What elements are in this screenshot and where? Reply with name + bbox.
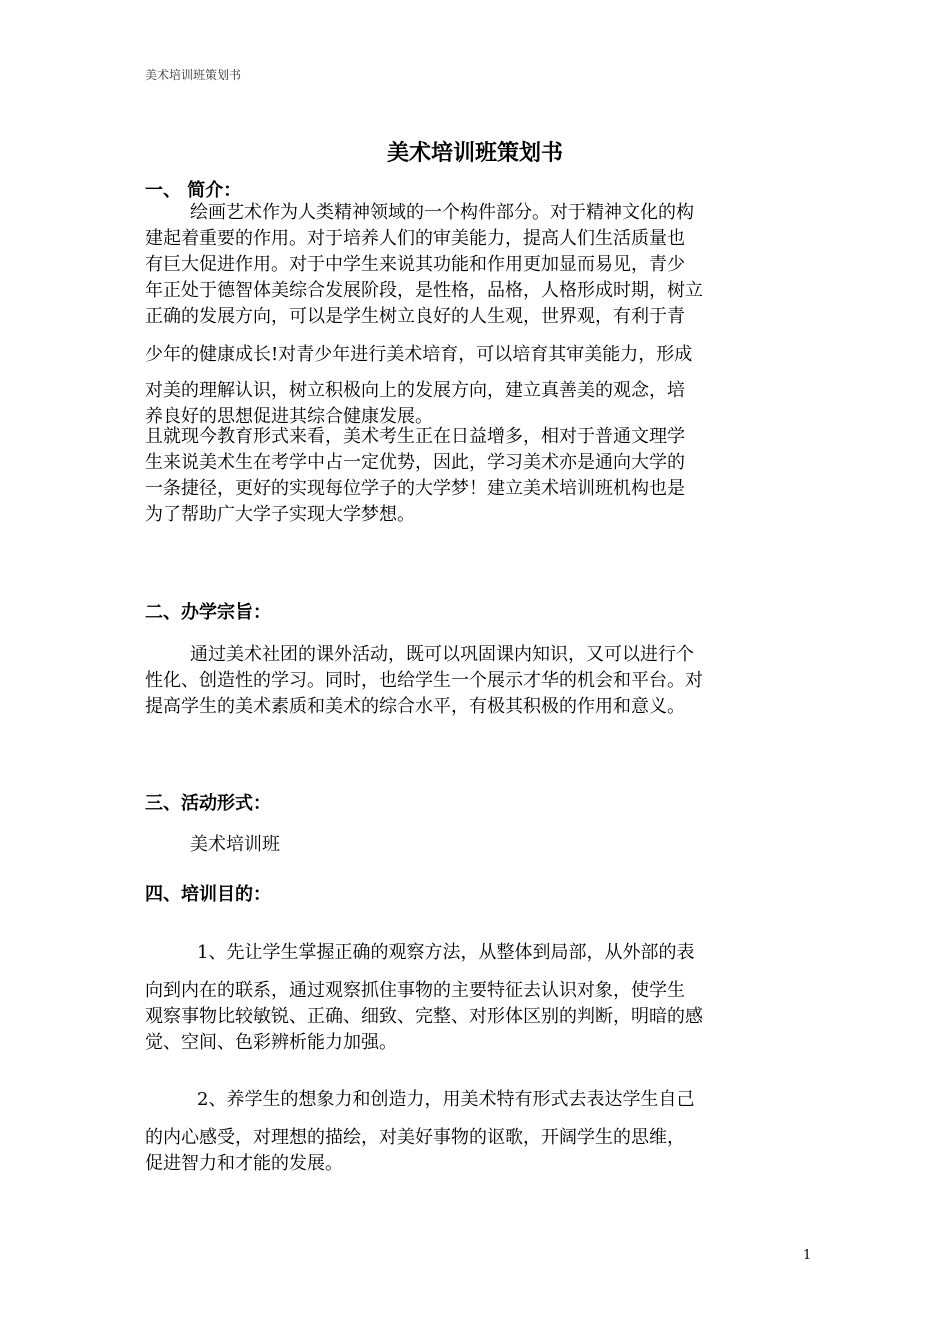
purpose-paragraph: [145, 642, 810, 720]
text-line: 年正处于德智体美综合发展阶段，是性格，品格，人格形成时期，树立: [145, 280, 703, 301]
text-line: 通过美术社团的课外活动，既可以巩固课内知识，又可以进行个: [190, 644, 694, 665]
running-header: 美术培训班策划书: [145, 68, 242, 82]
text-line: 促进智力和才能的发展。: [145, 1153, 343, 1174]
text-line: 且就现今教育形式来看，美术考生正在日益增多，相对于普通文理学: [145, 426, 685, 447]
text-line: 提高学生的美术素质和美术的综合水平，有极其积极的作用和意义。: [145, 696, 685, 717]
text-line: 为了帮助广大学子实现大学梦想。: [145, 504, 415, 525]
text-line: 2、养学生的想象力和创造力，用美术特有形式去表达学生自己: [197, 1089, 695, 1110]
text-line: 性化、创造性的学习。同时，也给学生一个展示才华的机会和平台。对: [145, 670, 703, 691]
text-line: 建起着重要的作用。对于培养人们的审美能力，提高人们生活质量也: [145, 228, 685, 249]
text-line: 1、先让学生掌握正确的观察方法，从整体到局部，从外部的表: [197, 942, 695, 963]
text-line: 美术培训班: [190, 834, 280, 855]
text-line: 养良好的思想促进其综合健康发展。: [145, 406, 433, 427]
goals-item-2: [145, 1087, 810, 1177]
document-title: 美术培训班策划书: [386, 141, 563, 166]
form-text: [145, 832, 810, 858]
text-line: 正确的发展方向，可以是学生树立良好的人生观，世界观，有利于青: [145, 306, 685, 327]
text-line: 绘画艺术作为人类精神领域的一个构件部分。对于精神文化的构: [190, 202, 694, 223]
text-line: 少年的健康成长!对青少年进行美术培育，可以培育其审美能力，形成: [145, 344, 693, 365]
goals-item-1: [145, 940, 810, 1056]
text-line: 有巨大促进作用。对于中学生来说其功能和作用更加显而易见，青少: [145, 254, 685, 275]
section-heading-form: 三、活动形式：: [145, 793, 271, 814]
text-line: 对美的理解认识，树立积极向上的发展方向，建立真善美的观念，培: [145, 380, 685, 401]
intro-paragraph-2: [145, 424, 810, 528]
text-line: 观察事物比较敏锐、正确、细致、完整、对形体区别的判断，明暗的感: [145, 1006, 703, 1027]
text-line: 生来说美术生在考学中占一定优势，因此，学习美术亦是通向大学的: [145, 452, 685, 473]
intro-paragraph-1: [145, 200, 810, 430]
text-line: 的内心感受，对理想的描绘，对美好事物的讴歌，开阔学生的思维，: [145, 1127, 685, 1148]
text-line: 一条捷径，更好的实现每位学子的大学梦！建立美术培训班机构也是: [145, 478, 685, 499]
section-heading-intro: 一、 简介：: [145, 180, 242, 201]
page-number: 1: [803, 1248, 812, 1263]
text-line: 向到内在的联系，通过观察抓住事物的主要特征去认识对象，使学生: [145, 980, 685, 1001]
section-heading-purpose: 二、办学宗旨：: [145, 602, 271, 623]
section-heading-goals: 四、培训目的：: [145, 884, 271, 905]
text-line: 觉、空间、色彩辨析能力加强。: [145, 1032, 397, 1053]
